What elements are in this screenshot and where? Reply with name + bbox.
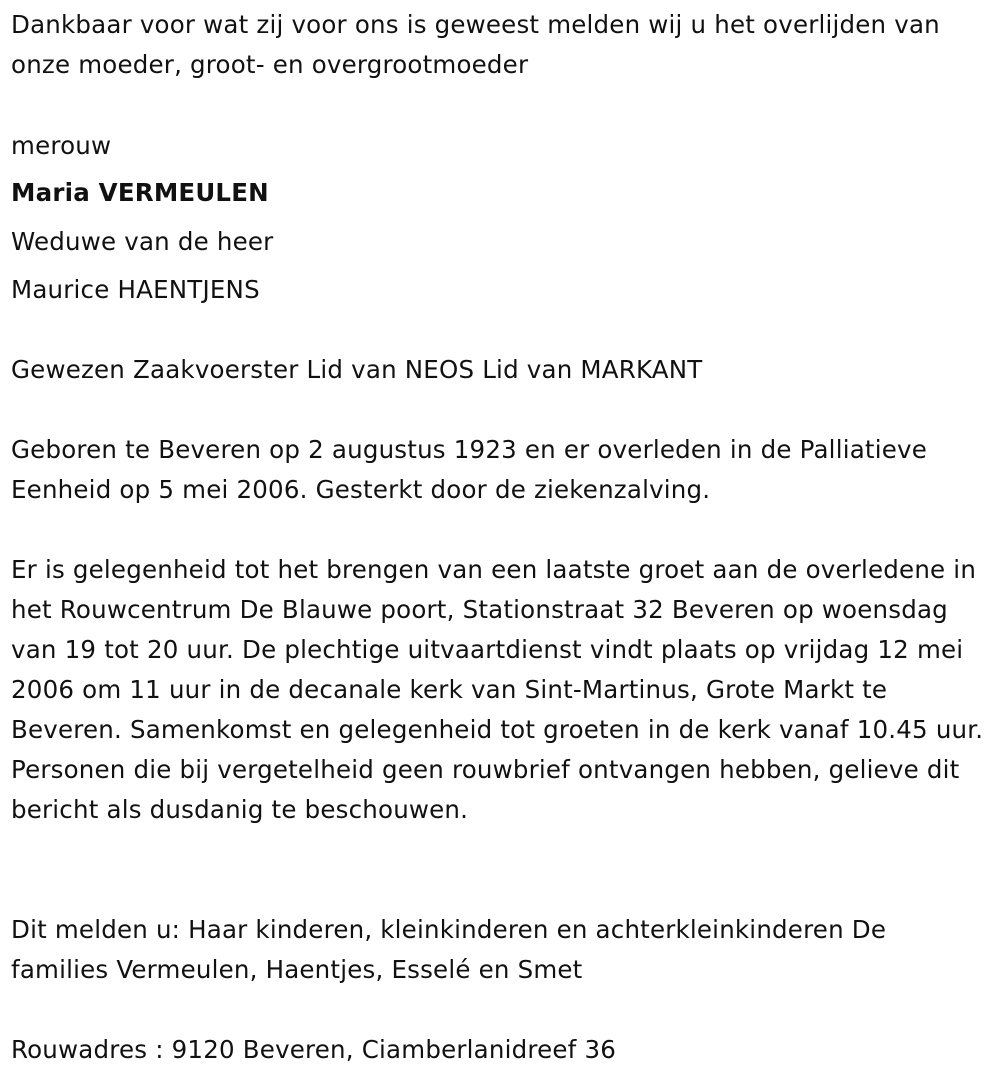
- widow-of-label: Weduwe van de heer: [11, 227, 274, 256]
- birth-death-text: Geboren te Beveren op 2 augustus 1923 en er overleden in de Palliatieve Eenheid op 5 mei 2006. Gesterkt door de ziekenzalving.: [11, 435, 927, 504]
- occupation-text: Gewezen Zaakvoerster Lid van NEOS Lid van MARKANT: [11, 355, 703, 384]
- title-prefix: merouw: [11, 131, 112, 160]
- family-text: Dit melden u: Haar kinderen, kleinkinderen en achterkleinkinderen De families Vermeulen, Haentjes, Esselé en Smet: [11, 915, 887, 984]
- ceremony-text: Er is gelegenheid tot het brengen van een laatste groet aan de overledene in het Rouwcentrum De Blauwe poort, Stationstraat 32 Beveren op woensdag van 19 tot 20 uur. De plechtige uitvaartdienst vindt plaats op vrijdag 12 mei 2006 om 11 uur in de decanale kerk van Sint-Martinus, Grote Markt te Beveren. Samenkomst en gelegenheid tot groeten in de kerk vanaf 10.45 uur. Personen die bij vergetelheid geen rouwbrief ontvangen hebben, gelieve dit bericht als dusdanig te beschouwen.: [11, 555, 984, 824]
- address-text: Rouwadres : 9120 Beveren, Ciamberlanidreef 36: [11, 1035, 617, 1064]
- deceased-name: Maria VERMEULEN: [11, 178, 269, 207]
- intro-text: Dankbaar voor wat zij voor ons is geweest melden wij u het overlijden van onze moeder, groot- en overgrootmoeder: [11, 10, 940, 79]
- spouse-name: Maurice HAENTJENS: [11, 275, 260, 304]
